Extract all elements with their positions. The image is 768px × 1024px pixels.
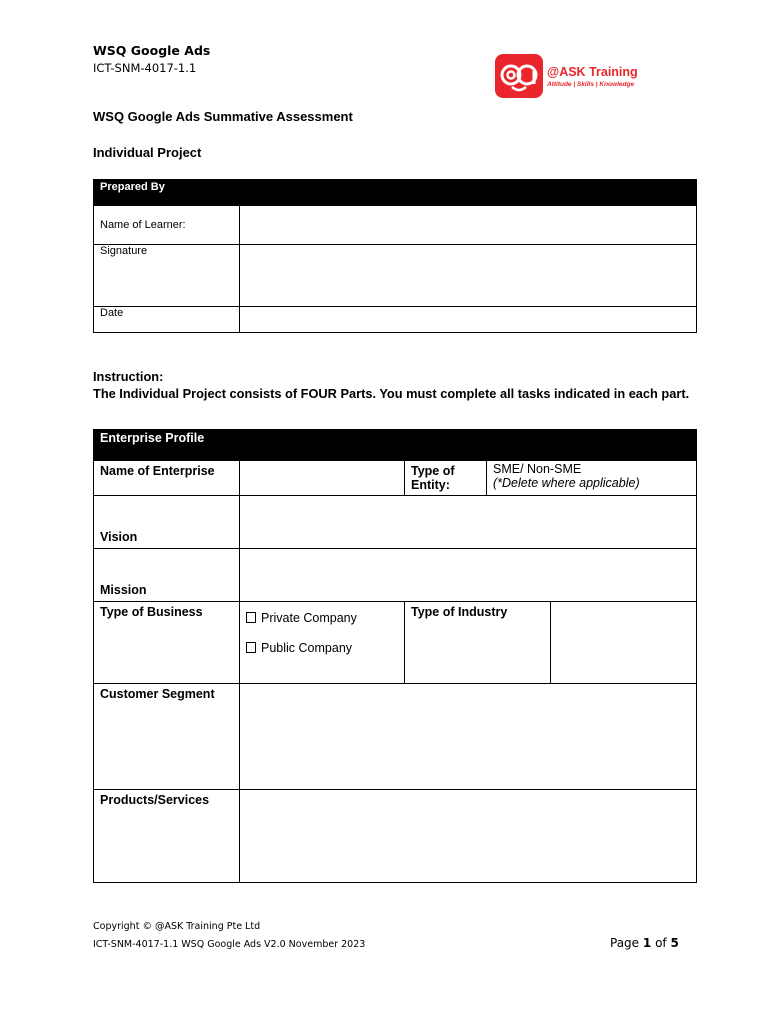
business-option-private[interactable] [240, 604, 404, 632]
checkbox-icon[interactable] [246, 612, 256, 623]
ask-training-logo [495, 54, 645, 100]
enterprise-name-label: Name of Enterprise [94, 461, 240, 496]
business-option-public[interactable] [240, 634, 404, 662]
customer-segment-field[interactable] [240, 684, 697, 790]
prepared-by-heading: Prepared By [94, 180, 697, 206]
instruction-label: Instruction: [93, 369, 164, 384]
entity-type-field[interactable] [487, 461, 697, 496]
footer-copyright: Copyright © @ASK Training Pte Ltd [93, 921, 261, 932]
date-field[interactable] [240, 307, 697, 333]
page-total: 5 [670, 936, 679, 950]
learner-name-label: Name of Learner: [94, 206, 240, 245]
checkbox-icon[interactable] [246, 642, 256, 653]
header-course-title: WSQ Google Ads [93, 43, 211, 58]
business-type-label: Type of Business [94, 602, 240, 684]
prepared-by-table [93, 179, 697, 333]
industry-type-field[interactable] [551, 602, 697, 684]
logo-name: @ASK Training [547, 65, 638, 79]
date-label: Date [94, 307, 240, 333]
mission-field[interactable] [240, 549, 697, 602]
learner-name-field[interactable] [240, 206, 697, 245]
vision-label: Vision [94, 496, 240, 549]
enterprise-profile-heading: Enterprise Profile [94, 430, 697, 461]
business-option-private-label: Private Company [261, 611, 357, 625]
instruction-text: The Individual Project consists of FOUR Parts. You must complete all tasks indicated in each part. [93, 386, 690, 401]
instruction-block [93, 368, 696, 402]
customer-segment-label: Customer Segment [94, 684, 240, 790]
entity-type-options: SME/ Non-SME [493, 462, 582, 476]
footer-doc-info: ICT-SNM-4017-1.1 WSQ Google Ads V2.0 November 2023 [93, 939, 366, 950]
page-sep: of [655, 936, 667, 950]
logo-tagline: Attitude | Skills | Knowledge [547, 81, 635, 88]
entity-type-note: (*Delete where applicable) [493, 476, 640, 490]
document-title: WSQ Google Ads Summative Assessment [93, 109, 353, 124]
products-services-label: Products/Services [94, 790, 240, 883]
enterprise-name-field[interactable] [240, 461, 405, 496]
signature-label: Signature [94, 245, 240, 307]
header-course-code: ICT-SNM-4017-1.1 [93, 61, 197, 75]
entity-type-label: Type of Entity: [405, 461, 487, 496]
enterprise-profile-table [93, 429, 697, 883]
business-option-public-label: Public Company [261, 641, 353, 655]
mission-label: Mission [94, 549, 240, 602]
industry-type-label: Type of Industry [405, 602, 551, 684]
vision-field[interactable] [240, 496, 697, 549]
page-current: 1 [642, 936, 652, 950]
logo-mark-icon [495, 54, 543, 98]
page-prefix: Page [610, 936, 640, 950]
business-type-options [240, 602, 405, 684]
page-number [610, 936, 679, 950]
signature-field[interactable] [240, 245, 697, 307]
products-services-field[interactable] [240, 790, 697, 883]
document-subtitle: Individual Project [93, 145, 202, 160]
